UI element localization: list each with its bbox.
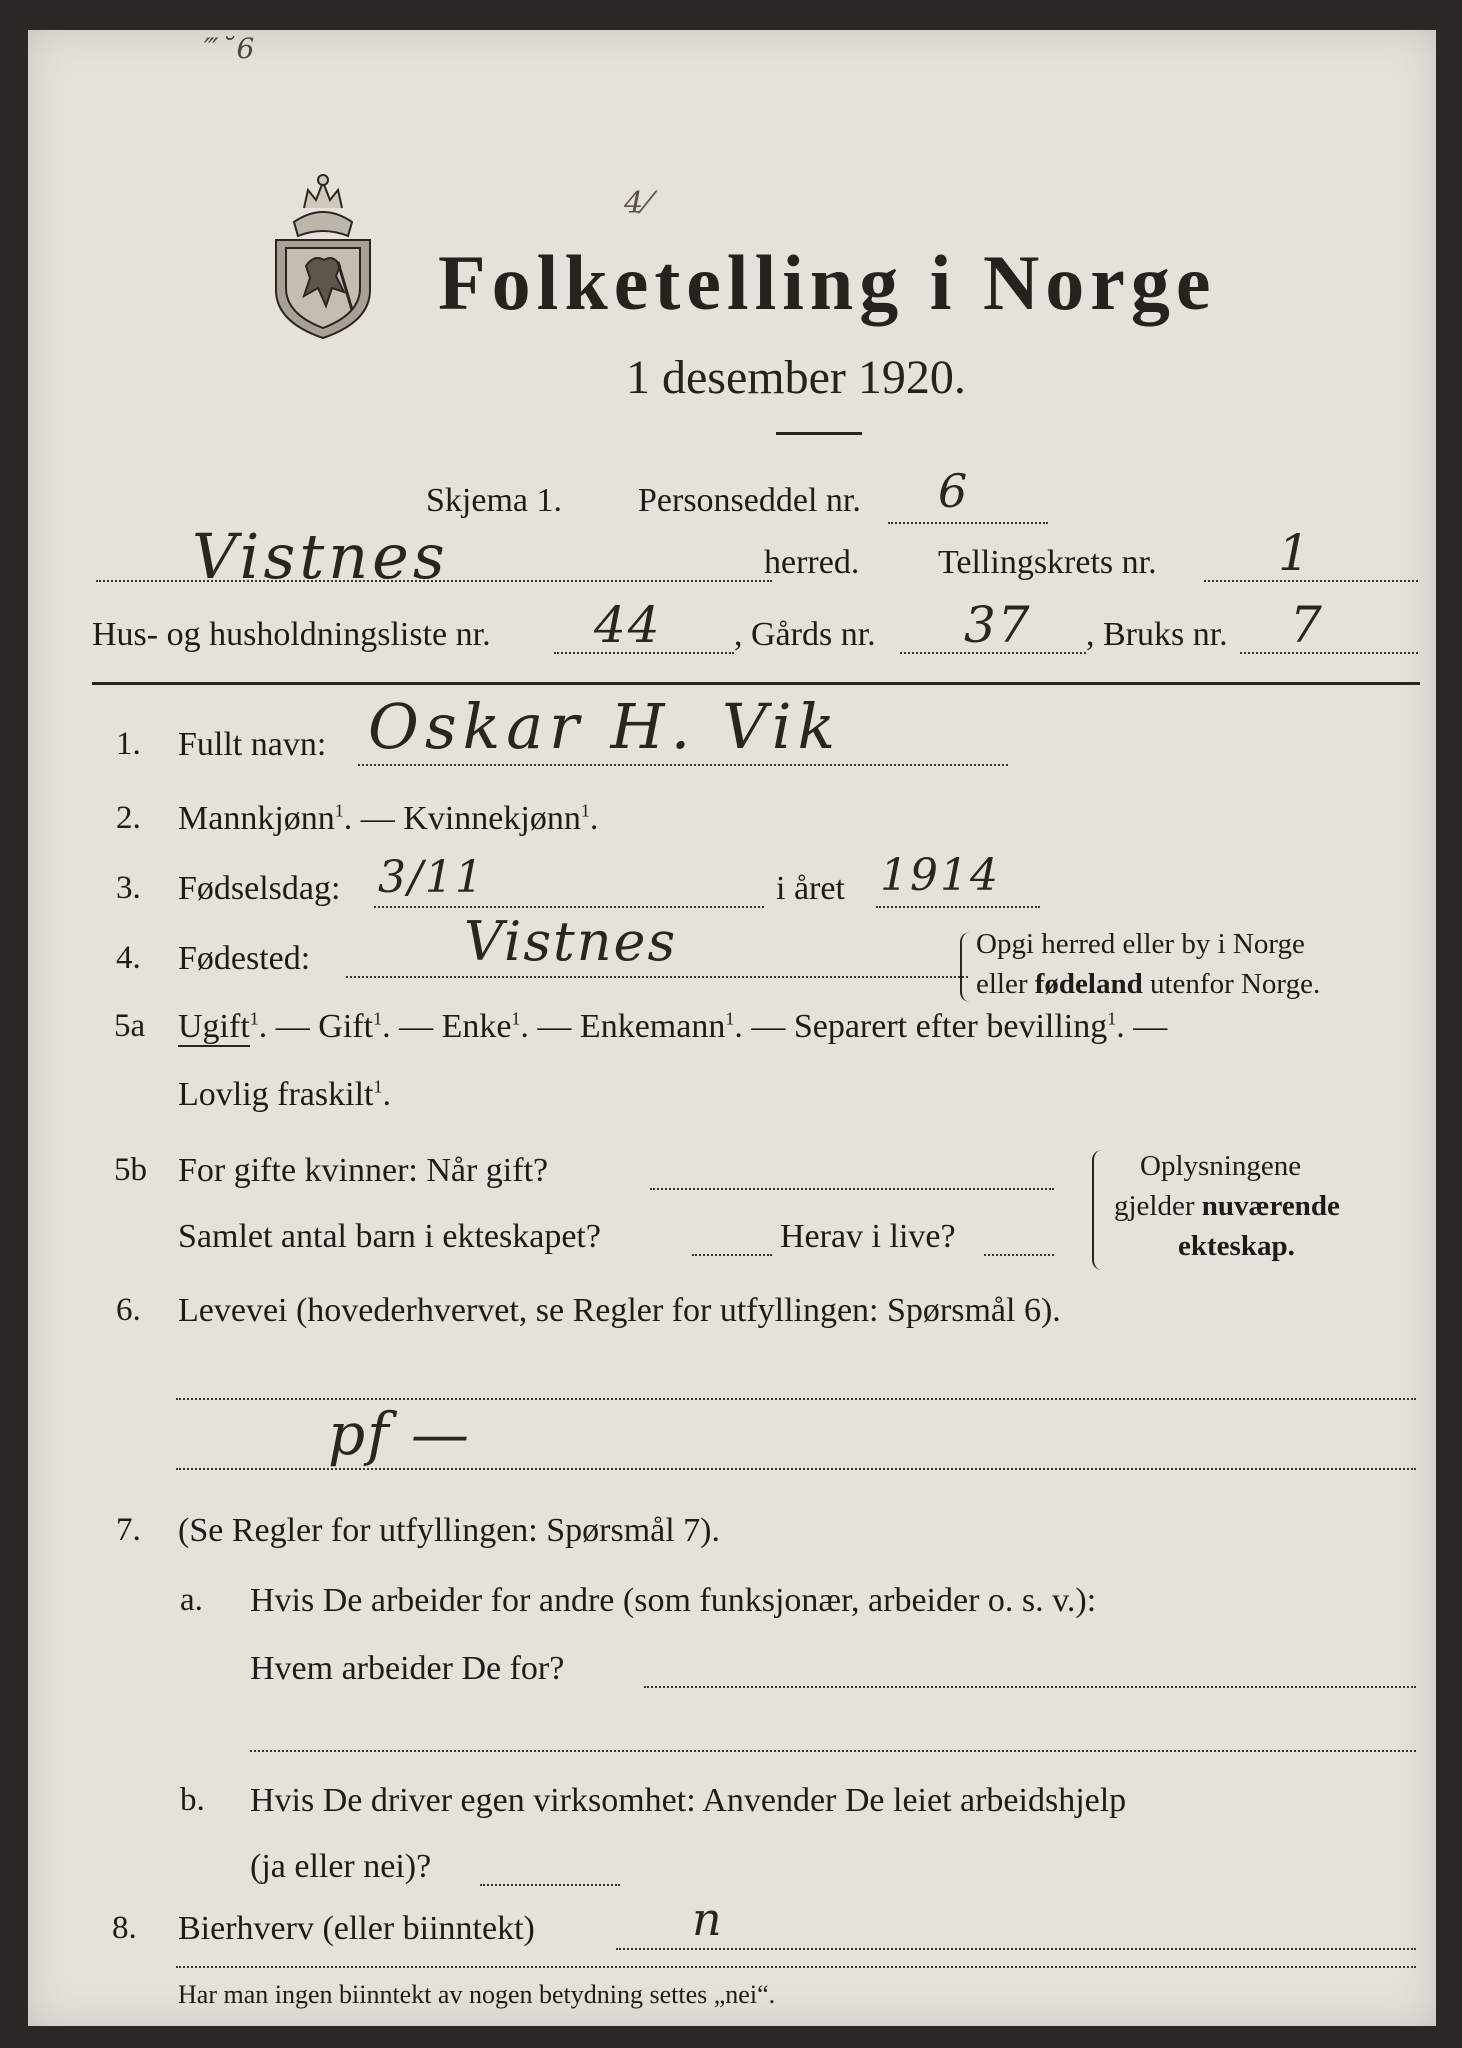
q6-number: 6. <box>116 1292 141 1328</box>
q7a-letter: a. <box>180 1582 203 1618</box>
tellingskrets-label: Tellingskrets nr. <box>938 544 1157 581</box>
q7-number: 7. <box>116 1512 141 1548</box>
married-when-line <box>650 1188 1054 1190</box>
side-income-line-2 <box>176 1966 1416 1968</box>
q4-note-line1: Opgi herred eller by i Norge <box>976 928 1305 960</box>
corner-pencil-mark: ‴˘6 <box>204 32 257 65</box>
gift-option[interactable]: . — Gift <box>258 1008 374 1045</box>
personseddel-line <box>888 522 1048 524</box>
personseddel-value[interactable]: 6 <box>938 464 970 518</box>
herred-label: herred. <box>764 544 860 581</box>
stamp-pencil-mark: 4⁄ <box>624 186 653 221</box>
q3-number: 3. <box>116 870 141 906</box>
male-option[interactable]: Mannkjønn <box>178 800 335 837</box>
bruks-line <box>1240 652 1418 654</box>
q5b-note-brace <box>1092 1150 1106 1270</box>
birthplace-value[interactable]: Vistnes <box>464 910 678 973</box>
employer-line-2 <box>250 1750 1416 1752</box>
herred-value[interactable]: Vistnes <box>192 520 449 593</box>
q5b-children-label: Samlet antal barn i ekteskapet? <box>178 1218 601 1255</box>
q7-label: (Se Regler for utfyllingen: Spørsmål 7). <box>178 1512 721 1549</box>
q3-label: Fødselsdag: <box>178 870 341 907</box>
occupation-value[interactable]: pf — <box>328 1400 472 1468</box>
gards-label: , Gårds nr. <box>734 616 876 653</box>
q4-note-line2: eller fødeland utenfor Norge. <box>976 968 1321 1000</box>
birthday-line <box>374 906 764 908</box>
separert-option[interactable]: . — Separert efter bevilling <box>734 1008 1108 1045</box>
side-income-value[interactable]: n <box>692 1892 724 1946</box>
year-line <box>876 906 1040 908</box>
q5a-number: 5a <box>114 1008 146 1044</box>
q5b-note3: ekteskap. <box>1178 1230 1295 1262</box>
q8-label: Bierhverv (eller biinntekt) <box>178 1910 535 1947</box>
tellingskrets-value[interactable]: 1 <box>1278 524 1312 582</box>
ugift-option[interactable]: Ugift <box>178 1008 250 1045</box>
q5b-note1: Oplysningene <box>1140 1150 1302 1182</box>
personseddel-label: Personseddel nr. <box>638 482 861 519</box>
enke-option[interactable]: . — Enke <box>382 1008 512 1045</box>
coat-of-arms-icon <box>264 170 382 340</box>
bruks-value[interactable]: 7 <box>1290 596 1324 654</box>
q5b-note2: gjelder nuværende <box>1114 1190 1340 1222</box>
q5b-number: 5b <box>114 1152 147 1188</box>
fraskilt-option[interactable]: Lovlig fraskilt$^1$. <box>178 1076 391 1113</box>
female-option[interactable]: Kvinnekjønn <box>403 800 581 837</box>
occupation-line-2 <box>176 1468 1416 1470</box>
birth-year-value[interactable]: 1914 <box>880 850 1000 901</box>
schema-label: Skjema 1. <box>426 482 562 519</box>
q2-number: 2. <box>116 800 141 836</box>
census-form-page <box>28 30 1436 2026</box>
q7a-line1: Hvis De arbeider for andre (som funksjonær, arbeider o. s. v.): <box>250 1582 1097 1619</box>
q1-line <box>358 764 1008 766</box>
gards-value[interactable]: 37 <box>964 596 1032 654</box>
alive-count-line <box>984 1254 1054 1256</box>
bruks-label: , Bruks nr. <box>1086 616 1228 653</box>
hired-help-line <box>480 1884 620 1886</box>
gender-options: Mannkjønn$^1$. — Kvinnekjønn$^1$. <box>178 800 599 837</box>
header-divider <box>92 682 1420 685</box>
q7b-line1: Hvis De driver egen virksomhet: Anvender De leiet arbeidshjelp <box>250 1782 1127 1819</box>
q4-label: Fødested: <box>178 940 311 977</box>
full-name-value[interactable]: Oskar H. Vik <box>368 690 842 763</box>
q8-number: 8. <box>112 1910 137 1946</box>
marital-status-options: Ugift$^1$. — Gift$^1$. — Enke$^1$. — Enkemann$^1$. — Separert efter bevilling$^1$. — <box>178 1008 1168 1045</box>
hus-value[interactable]: 44 <box>594 596 662 654</box>
children-count-line <box>692 1254 772 1256</box>
title-divider <box>776 432 862 435</box>
q5b-alive-label: Herav i live? <box>780 1218 956 1255</box>
page-title: Folketelling i Norge <box>438 239 1217 326</box>
side-income-line <box>616 1948 1416 1950</box>
birthplace-line <box>346 976 968 978</box>
census-date: 1 desember 1920. <box>626 351 966 404</box>
q1-label: Fullt navn: <box>178 726 327 763</box>
year-label: i året <box>776 870 845 907</box>
footnote: Har man ingen biinntekt av nogen betydning settes „nei“. <box>178 1980 776 2009</box>
employer-line-1 <box>644 1686 1416 1688</box>
hus-label: Hus- og husholdningsliste nr. <box>92 616 491 653</box>
enkemann-option[interactable]: . — Enkemann <box>520 1008 726 1045</box>
q7b-letter: b. <box>180 1782 205 1818</box>
q5b-line1: For gifte kvinner: Når gift? <box>178 1152 549 1189</box>
q6-label: Levevei (hovederhvervet, se Regler for utfyllingen: Spørsmål 6). <box>178 1292 1061 1329</box>
birthday-value[interactable]: 3/11 <box>378 852 485 903</box>
q7b-line2: (ja eller nei)? <box>250 1848 432 1885</box>
q4-note-brace <box>960 932 972 1002</box>
q7a-line2: Hvem arbeider De for? <box>250 1650 565 1687</box>
q4-number: 4. <box>116 940 141 976</box>
q1-number: 1. <box>116 726 141 762</box>
